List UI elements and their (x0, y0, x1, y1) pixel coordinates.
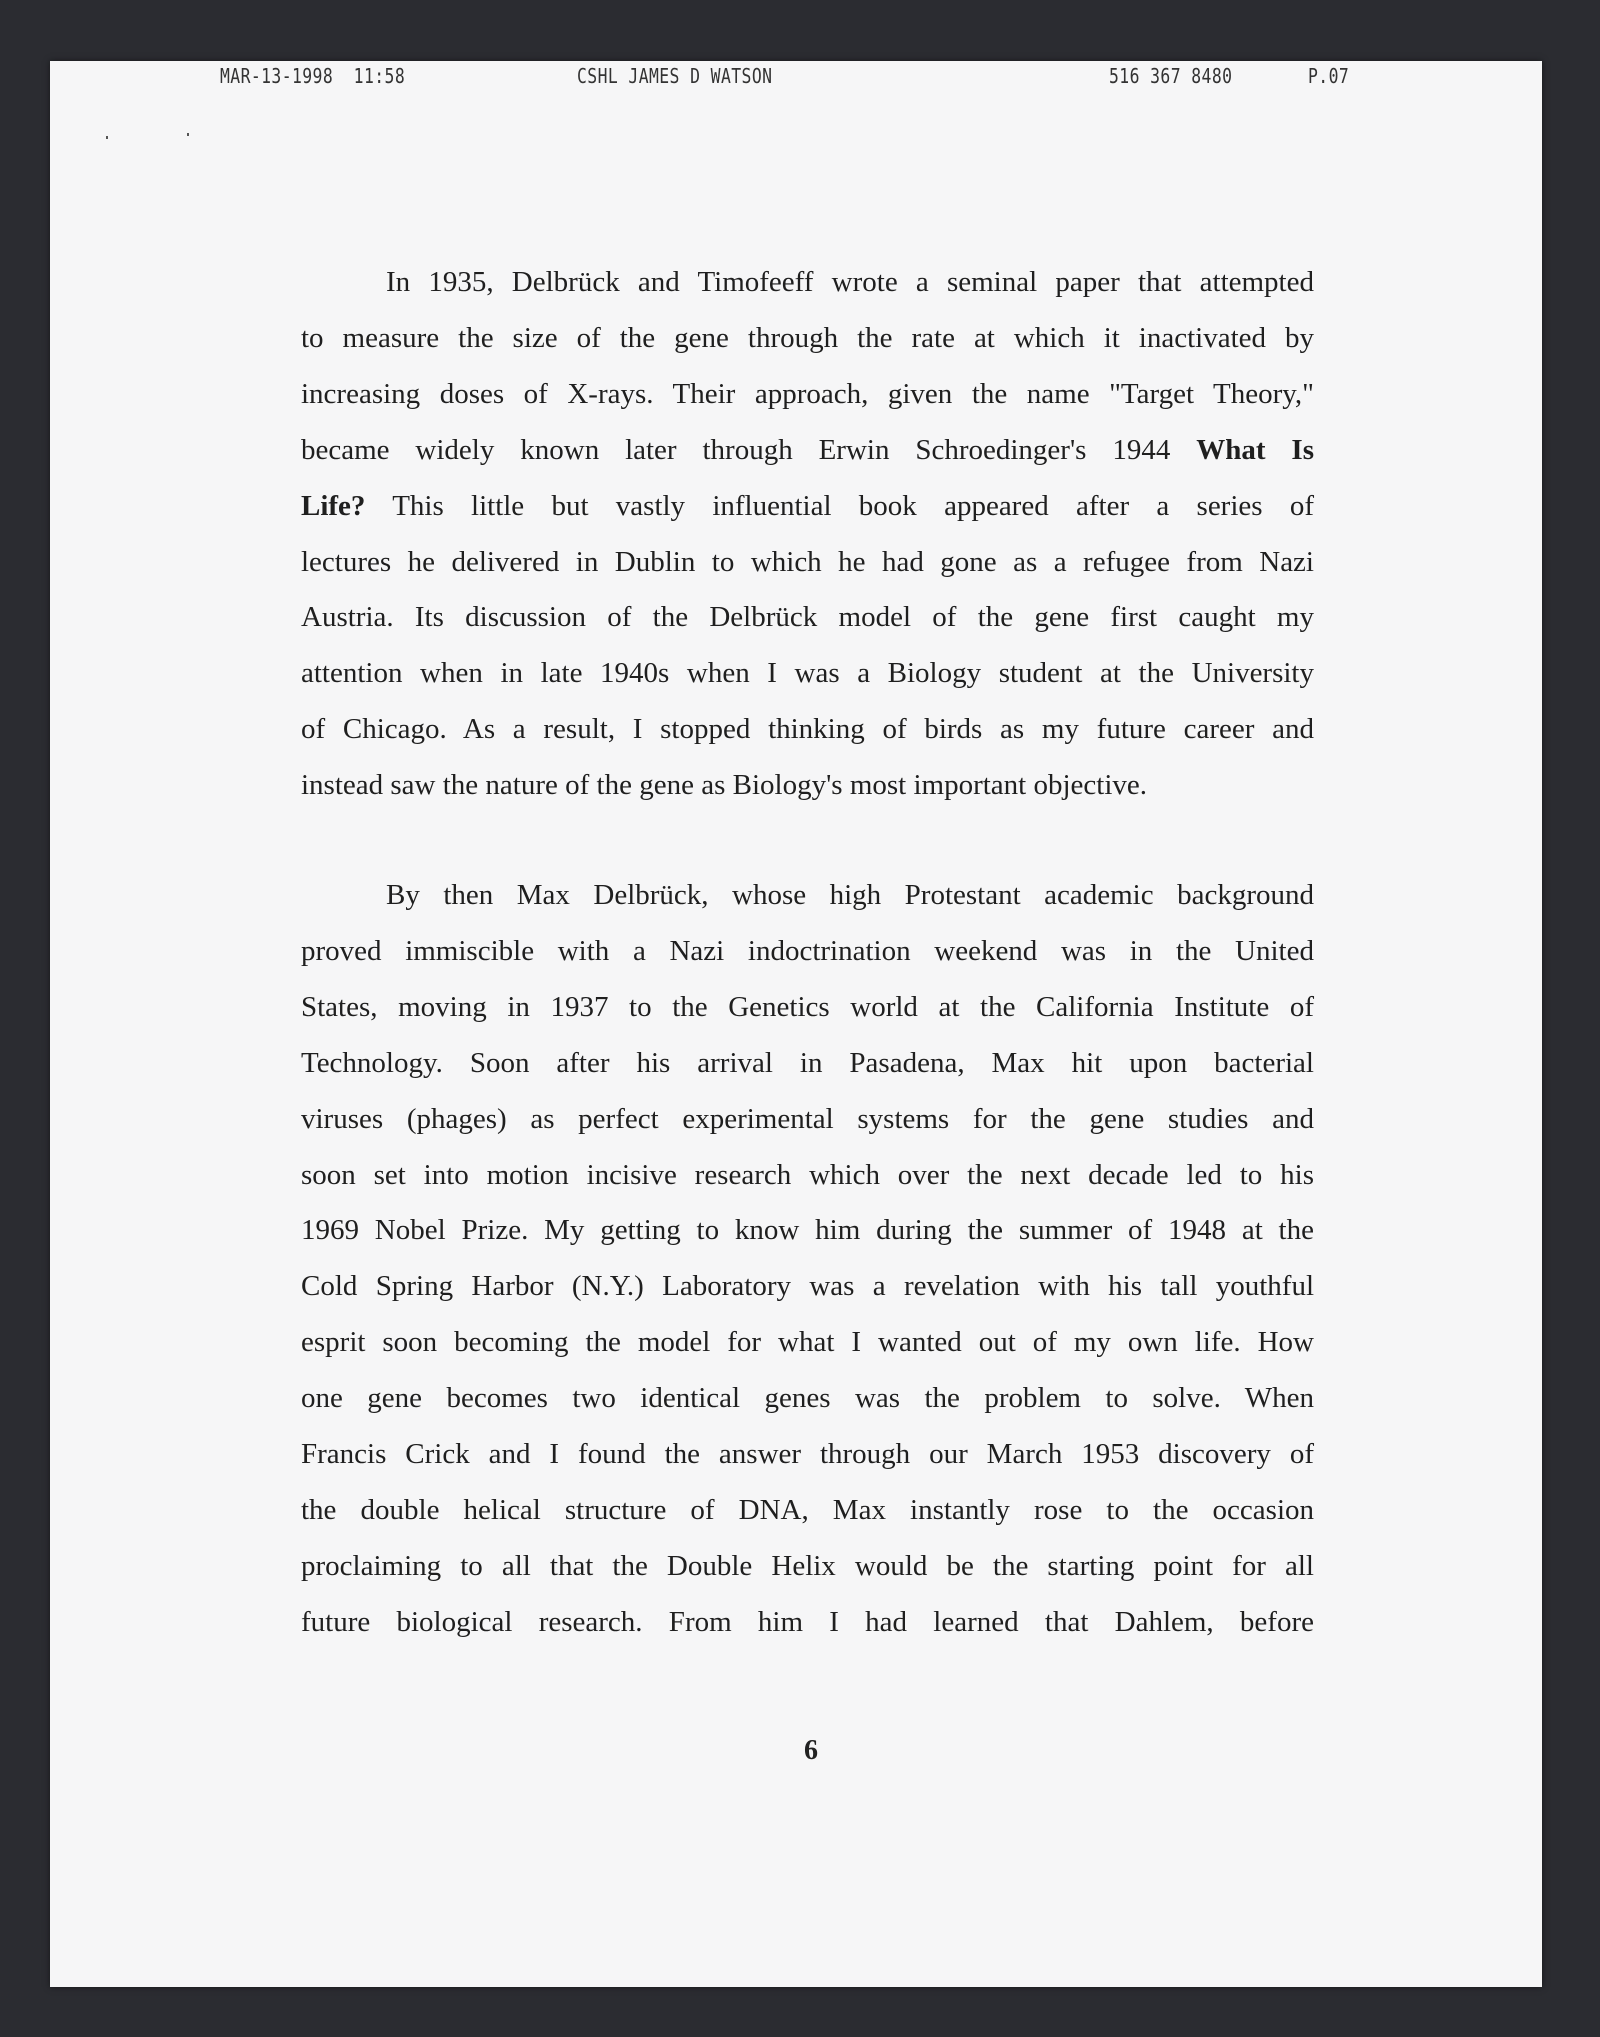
text-line (301, 1268, 1314, 1304)
text-line (301, 1157, 1314, 1193)
text-segment: future biological research. From him I had learned that Dahlem, before (301, 1605, 1314, 1638)
text-line (301, 655, 1314, 691)
text-line (386, 264, 1314, 300)
text-segment: By then Max Delbrück, whose high Protestant academic background (386, 879, 1314, 911)
text-segment: proclaiming to all that the Double Helix would be the starting point for all (301, 1549, 1314, 1582)
text-line (301, 1324, 1314, 1360)
text-segment: viruses (phages) as perfect experimental systems for the gene studies and (301, 1102, 1314, 1135)
fax-header-phone: 516 367 8480 (1109, 64, 1233, 88)
fax-header-page: P.07 (1308, 64, 1350, 88)
text-line (386, 877, 1314, 913)
text-segment: attention when in late 1940s when I was a Biology student at the University (301, 657, 1314, 690)
text-segment: This little but vastly influential book appeared after a series of (365, 489, 1314, 522)
text-segment: proved immiscible with a Nazi indoctrination weekend was in the United (301, 934, 1314, 967)
text-segment: Cold Spring Harbor (N.Y.) Laboratory was a revelation with his tall youthful (301, 1270, 1314, 1303)
fax-header-datetime: MAR-13-1998 11:58 (220, 64, 406, 88)
text-line (301, 544, 1314, 580)
bold-title-text: What Is (1196, 433, 1314, 466)
page-number: 6 (804, 1735, 818, 1766)
text-segment: the double helical structure of DNA, Max instantly rose to the occasion (301, 1493, 1314, 1526)
speck-mark (106, 136, 108, 139)
text-line (301, 767, 1314, 803)
text-segment: to measure the size of the gene through the rate at which it inactivated by (301, 321, 1314, 354)
text-line (301, 320, 1314, 356)
text-line (301, 1101, 1314, 1137)
text-line (301, 989, 1314, 1025)
text-segment: Technology. Soon after his arrival in Pasadena, Max hit upon bacterial (301, 1046, 1314, 1079)
text-segment: became widely known later through Erwin Schroedinger's 1944 (301, 433, 1197, 466)
text-line (301, 1045, 1314, 1081)
text-line (301, 933, 1314, 969)
text-segment: lectures he delivered in Dublin to which he had gone as a refugee from Nazi (301, 545, 1314, 578)
text-line (301, 1380, 1314, 1416)
speck-mark (187, 133, 189, 136)
text-segment: of Chicago. As a result, I stopped thinking of birds as my future career and (301, 713, 1314, 746)
text-line (301, 1436, 1314, 1472)
text-segment: Francis Crick and I found the answer through our March 1953 discovery of (301, 1438, 1314, 1470)
text-segment: instead saw the nature of the gene as Biology's most important objective. (301, 769, 1148, 802)
text-line (301, 1492, 1314, 1528)
text-line (301, 711, 1314, 747)
text-segment: esprit soon becoming the model for what I wanted out of my own life. How (301, 1326, 1314, 1359)
text-line (301, 1212, 1314, 1248)
text-segment: 1969 Nobel Prize. My getting to know him during the summer of 1948 at the (301, 1214, 1314, 1247)
text-segment: In 1935, Delbrück and Timofeeff wrote a seminal paper that attempted (386, 266, 1314, 298)
text-segment: States, moving in 1937 to the Genetics world at the California Institute of (301, 990, 1314, 1023)
bold-title-text: Life? (301, 489, 366, 522)
text-line (301, 1604, 1314, 1640)
text-segment: Austria. Its discussion of the Delbrück model of the gene first caught my (301, 601, 1314, 634)
text-line (301, 599, 1314, 635)
text-line (301, 432, 1314, 468)
text-segment: increasing doses of X-rays. Their approach, given the name "Target Theory," (301, 377, 1314, 410)
fax-header-sender: CSHL JAMES D WATSON (577, 64, 773, 88)
text-line (301, 1548, 1314, 1584)
text-line (301, 376, 1314, 412)
text-segment: soon set into motion incisive research which over the next decade led to his (301, 1158, 1314, 1191)
text-segment: one gene becomes two identical genes was the problem to solve. When (301, 1382, 1314, 1415)
text-line (301, 488, 1314, 524)
